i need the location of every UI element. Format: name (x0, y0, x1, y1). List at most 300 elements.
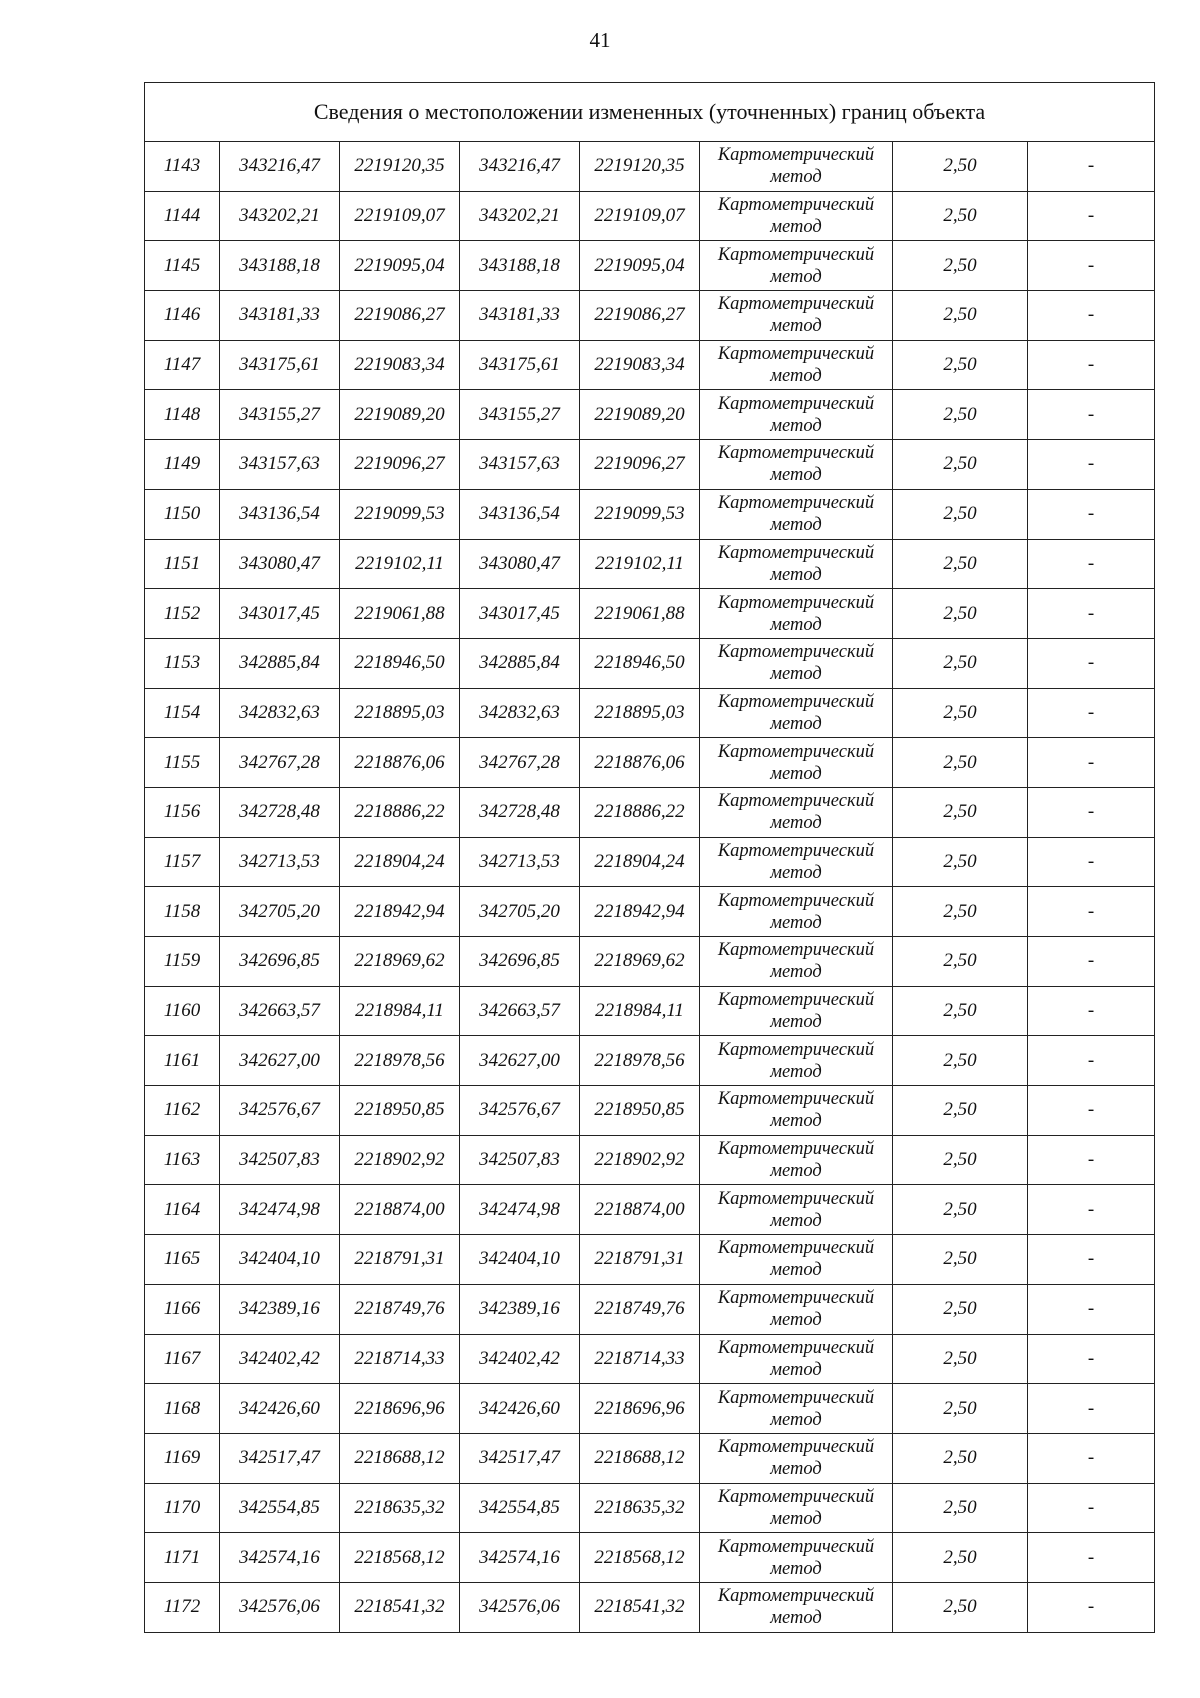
method-cell (700, 688, 893, 738)
accuracy-cell: 2,50 (893, 440, 1028, 490)
refined-y-cell: 2218902,92 (580, 1135, 700, 1185)
method-line-1: Картометрический (717, 691, 875, 712)
method-cell (700, 1384, 893, 1434)
table-row (145, 1582, 1155, 1632)
refined-y-cell: 2218688,12 (580, 1433, 700, 1483)
table-row (145, 937, 1155, 987)
refined-x-cell: 343216,47 (460, 142, 580, 192)
refined-y-cell: 2218749,76 (580, 1284, 700, 1334)
note-cell: - (1028, 1533, 1155, 1583)
existing-y-cell: 2218902,92 (340, 1135, 460, 1185)
existing-x-cell: 342404,10 (220, 1235, 340, 1285)
method-cell (700, 340, 893, 390)
existing-y-cell: 2219120,35 (340, 142, 460, 192)
method-line-2: метод (770, 813, 822, 834)
point-number-cell: 1150 (145, 489, 220, 539)
method-line-1: Картометрический (717, 1288, 875, 1309)
refined-y-cell: 2218886,22 (580, 787, 700, 837)
refined-y-cell: 2218895,03 (580, 688, 700, 738)
method-line-1: Картометрический (717, 940, 875, 961)
method-line-1: Картометрический (717, 1437, 875, 1458)
note-cell: - (1028, 241, 1155, 291)
point-number-cell: 1156 (145, 787, 220, 837)
method-cell (700, 837, 893, 887)
method-line-2: метод (770, 713, 822, 734)
point-number-cell: 1161 (145, 1036, 220, 1086)
method-line-1: Картометрический (717, 493, 875, 514)
method-cell (700, 142, 893, 192)
refined-y-cell: 2218942,94 (580, 887, 700, 937)
note-cell: - (1028, 390, 1155, 440)
existing-x-cell: 343155,27 (220, 390, 340, 440)
existing-x-cell: 342663,57 (220, 986, 340, 1036)
refined-x-cell: 342663,57 (460, 986, 580, 1036)
refined-x-cell: 342627,00 (460, 1036, 580, 1086)
accuracy-cell: 2,50 (893, 738, 1028, 788)
method-line-2: метод (770, 1508, 822, 1529)
accuracy-cell: 2,50 (893, 539, 1028, 589)
refined-x-cell: 343175,61 (460, 340, 580, 390)
method-cell (700, 1086, 893, 1136)
note-cell: - (1028, 539, 1155, 589)
refined-x-cell: 342574,16 (460, 1533, 580, 1583)
refined-x-cell: 342767,28 (460, 738, 580, 788)
existing-x-cell: 342554,85 (220, 1483, 340, 1533)
method-cell (700, 390, 893, 440)
existing-y-cell: 2218568,12 (340, 1533, 460, 1583)
method-line-1: Картометрический (717, 990, 875, 1011)
table-row (145, 887, 1155, 937)
method-cell (700, 937, 893, 987)
method-line-1: Картометрический (717, 1486, 875, 1507)
accuracy-cell: 2,50 (893, 1384, 1028, 1434)
method-line-2: метод (770, 1608, 822, 1629)
point-number-cell: 1163 (145, 1135, 220, 1185)
refined-y-cell: 2218969,62 (580, 937, 700, 987)
refined-x-cell: 343017,45 (460, 589, 580, 639)
accuracy-cell: 2,50 (893, 291, 1028, 341)
method-line-2: метод (770, 415, 822, 436)
refined-y-cell: 2218984,11 (580, 986, 700, 1036)
method-cell (700, 1284, 893, 1334)
existing-x-cell: 342507,83 (220, 1135, 340, 1185)
refined-x-cell: 342389,16 (460, 1284, 580, 1334)
method-line-1: Картометрический (717, 1536, 875, 1557)
method-line-2: метод (770, 1210, 822, 1231)
table-row (145, 440, 1155, 490)
note-cell: - (1028, 1086, 1155, 1136)
note-cell: - (1028, 1135, 1155, 1185)
accuracy-cell: 2,50 (893, 787, 1028, 837)
point-number-cell: 1172 (145, 1582, 220, 1632)
accuracy-cell: 2,50 (893, 1533, 1028, 1583)
method-line-2: метод (770, 614, 822, 635)
method-line-2: метод (770, 912, 822, 933)
table-row (145, 1384, 1155, 1434)
existing-y-cell: 2219086,27 (340, 291, 460, 341)
page-number: 41 (589, 28, 611, 52)
point-number-cell: 1158 (145, 887, 220, 937)
method-line-1: Картометрический (717, 1188, 875, 1209)
accuracy-cell: 2,50 (893, 688, 1028, 738)
existing-x-cell: 343136,54 (220, 489, 340, 539)
existing-y-cell: 2219061,88 (340, 589, 460, 639)
existing-x-cell: 343202,21 (220, 191, 340, 241)
existing-x-cell: 342574,16 (220, 1533, 340, 1583)
refined-x-cell: 343188,18 (460, 241, 580, 291)
note-cell: - (1028, 738, 1155, 788)
note-cell: - (1028, 986, 1155, 1036)
method-line-1: Картометрический (717, 642, 875, 663)
point-number-cell: 1152 (145, 589, 220, 639)
refined-y-cell: 2219109,07 (580, 191, 700, 241)
table-row (145, 1235, 1155, 1285)
note-cell: - (1028, 688, 1155, 738)
note-cell: - (1028, 1384, 1155, 1434)
accuracy-cell: 2,50 (893, 390, 1028, 440)
method-cell (700, 1533, 893, 1583)
existing-y-cell: 2218791,31 (340, 1235, 460, 1285)
existing-x-cell: 342517,47 (220, 1433, 340, 1483)
existing-x-cell: 342696,85 (220, 937, 340, 987)
refined-y-cell: 2218876,06 (580, 738, 700, 788)
method-cell (700, 1483, 893, 1533)
existing-y-cell: 2218942,94 (340, 887, 460, 937)
method-line-1: Картометрический (717, 542, 875, 563)
existing-y-cell: 2218688,12 (340, 1433, 460, 1483)
note-cell: - (1028, 440, 1155, 490)
refined-x-cell: 343080,47 (460, 539, 580, 589)
refined-y-cell: 2219061,88 (580, 589, 700, 639)
method-line-1: Картометрический (717, 741, 875, 762)
method-line-2: метод (770, 1459, 822, 1480)
refined-y-cell: 2218791,31 (580, 1235, 700, 1285)
note-cell: - (1028, 1334, 1155, 1384)
accuracy-cell: 2,50 (893, 241, 1028, 291)
method-line-1: Картометрический (717, 592, 875, 613)
accuracy-cell: 2,50 (893, 191, 1028, 241)
existing-x-cell: 342832,63 (220, 688, 340, 738)
refined-x-cell: 342713,53 (460, 837, 580, 887)
existing-y-cell: 2218874,00 (340, 1185, 460, 1235)
refined-x-cell: 342696,85 (460, 937, 580, 987)
method-line-2: метод (770, 217, 822, 238)
existing-x-cell: 342426,60 (220, 1384, 340, 1434)
existing-y-cell: 2218541,32 (340, 1582, 460, 1632)
existing-x-cell: 343181,33 (220, 291, 340, 341)
table-row (145, 1036, 1155, 1086)
point-number-cell: 1151 (145, 539, 220, 589)
existing-x-cell: 342713,53 (220, 837, 340, 887)
existing-y-cell: 2219089,20 (340, 390, 460, 440)
refined-x-cell: 342554,85 (460, 1483, 580, 1533)
note-cell: - (1028, 1036, 1155, 1086)
refined-y-cell: 2218978,56 (580, 1036, 700, 1086)
table-row (145, 142, 1155, 192)
note-cell: - (1028, 489, 1155, 539)
accuracy-cell: 2,50 (893, 986, 1028, 1036)
accuracy-cell: 2,50 (893, 1086, 1028, 1136)
point-number-cell: 1153 (145, 638, 220, 688)
method-cell (700, 1235, 893, 1285)
method-line-2: метод (770, 1359, 822, 1380)
point-number-cell: 1160 (145, 986, 220, 1036)
existing-y-cell: 2218969,62 (340, 937, 460, 987)
note-cell: - (1028, 1185, 1155, 1235)
note-cell: - (1028, 340, 1155, 390)
method-cell (700, 191, 893, 241)
point-number-cell: 1155 (145, 738, 220, 788)
table-row (145, 1185, 1155, 1235)
method-line-1: Картометрический (717, 145, 875, 166)
method-line-1: Картометрический (717, 1089, 875, 1110)
refined-x-cell: 343155,27 (460, 390, 580, 440)
table-row (145, 291, 1155, 341)
note-cell: - (1028, 589, 1155, 639)
point-number-cell: 1146 (145, 291, 220, 341)
table-row (145, 1334, 1155, 1384)
table-row (145, 1086, 1155, 1136)
accuracy-cell: 2,50 (893, 638, 1028, 688)
method-line-1: Картометрический (717, 890, 875, 911)
existing-x-cell: 342705,20 (220, 887, 340, 937)
refined-y-cell: 2219099,53 (580, 489, 700, 539)
table-title: Сведения о местоположении измененных (уточненных) границ объекта (145, 83, 1155, 142)
table-row (145, 390, 1155, 440)
method-cell (700, 489, 893, 539)
existing-y-cell: 2218696,96 (340, 1384, 460, 1434)
method-line-1: Картометрический (717, 195, 875, 216)
existing-x-cell: 343175,61 (220, 340, 340, 390)
method-line-1: Картометрический (717, 1337, 875, 1358)
accuracy-cell: 2,50 (893, 837, 1028, 887)
refined-y-cell: 2218568,12 (580, 1533, 700, 1583)
existing-y-cell: 2218749,76 (340, 1284, 460, 1334)
method-line-2: метод (770, 1111, 822, 1132)
table-row (145, 1433, 1155, 1483)
existing-y-cell: 2218895,03 (340, 688, 460, 738)
table-row (145, 1483, 1155, 1533)
method-cell (700, 1582, 893, 1632)
method-line-2: метод (770, 763, 822, 784)
refined-y-cell: 2218950,85 (580, 1086, 700, 1136)
point-number-cell: 1157 (145, 837, 220, 887)
existing-y-cell: 2218904,24 (340, 837, 460, 887)
point-number-cell: 1143 (145, 142, 220, 192)
table-row (145, 1533, 1155, 1583)
note-cell: - (1028, 638, 1155, 688)
accuracy-cell: 2,50 (893, 1135, 1028, 1185)
method-line-1: Картометрический (717, 1238, 875, 1259)
accuracy-cell: 2,50 (893, 1334, 1028, 1384)
table-body (145, 142, 1155, 1633)
point-number-cell: 1145 (145, 241, 220, 291)
existing-x-cell: 342576,67 (220, 1086, 340, 1136)
refined-x-cell: 342402,42 (460, 1334, 580, 1384)
point-number-cell: 1148 (145, 390, 220, 440)
existing-y-cell: 2218714,33 (340, 1334, 460, 1384)
existing-x-cell: 342389,16 (220, 1284, 340, 1334)
existing-y-cell: 2219109,07 (340, 191, 460, 241)
point-number-cell: 1169 (145, 1433, 220, 1483)
refined-y-cell: 2219095,04 (580, 241, 700, 291)
method-cell (700, 1334, 893, 1384)
method-cell (700, 539, 893, 589)
accuracy-cell: 2,50 (893, 1483, 1028, 1533)
method-line-2: метод (770, 1558, 822, 1579)
method-line-2: метод (770, 1161, 822, 1182)
refined-y-cell: 2218946,50 (580, 638, 700, 688)
accuracy-cell: 2,50 (893, 1036, 1028, 1086)
method-line-2: метод (770, 1409, 822, 1430)
refined-x-cell: 343136,54 (460, 489, 580, 539)
method-line-1: Картометрический (717, 791, 875, 812)
existing-y-cell: 2219099,53 (340, 489, 460, 539)
refined-x-cell: 343181,33 (460, 291, 580, 341)
accuracy-cell: 2,50 (893, 1284, 1028, 1334)
note-cell: - (1028, 1582, 1155, 1632)
method-line-2: метод (770, 316, 822, 337)
refined-x-cell: 342474,98 (460, 1185, 580, 1235)
note-cell: - (1028, 837, 1155, 887)
method-line-1: Картометрический (717, 393, 875, 414)
existing-x-cell: 343017,45 (220, 589, 340, 639)
table-row (145, 241, 1155, 291)
method-line-1: Картометрический (717, 840, 875, 861)
method-line-1: Картометрический (717, 244, 875, 265)
method-cell (700, 1433, 893, 1483)
table-row (145, 489, 1155, 539)
note-cell: - (1028, 1483, 1155, 1533)
method-cell (700, 1036, 893, 1086)
note-cell: - (1028, 291, 1155, 341)
table-row (145, 1284, 1155, 1334)
table-title-row (145, 83, 1155, 142)
refined-y-cell: 2219086,27 (580, 291, 700, 341)
note-cell: - (1028, 937, 1155, 987)
accuracy-cell: 2,50 (893, 1433, 1028, 1483)
method-cell (700, 738, 893, 788)
point-number-cell: 1168 (145, 1384, 220, 1434)
refined-x-cell: 342885,84 (460, 638, 580, 688)
method-line-2: метод (770, 1061, 822, 1082)
method-cell (700, 887, 893, 937)
point-number-cell: 1170 (145, 1483, 220, 1533)
method-line-2: метод (770, 1260, 822, 1281)
point-number-cell: 1162 (145, 1086, 220, 1136)
method-line-2: метод (770, 266, 822, 287)
table-row (145, 738, 1155, 788)
existing-y-cell: 2218984,11 (340, 986, 460, 1036)
table-row (145, 638, 1155, 688)
refined-x-cell: 342728,48 (460, 787, 580, 837)
existing-y-cell: 2218978,56 (340, 1036, 460, 1086)
existing-y-cell: 2219102,11 (340, 539, 460, 589)
accuracy-cell: 2,50 (893, 1185, 1028, 1235)
note-cell: - (1028, 1284, 1155, 1334)
refined-y-cell: 2219089,20 (580, 390, 700, 440)
accuracy-cell: 2,50 (893, 340, 1028, 390)
existing-x-cell: 342576,06 (220, 1582, 340, 1632)
point-number-cell: 1164 (145, 1185, 220, 1235)
method-line-1: Картометрический (717, 1039, 875, 1060)
point-number-cell: 1144 (145, 191, 220, 241)
table-row (145, 589, 1155, 639)
method-line-2: метод (770, 1012, 822, 1033)
refined-y-cell: 2218541,32 (580, 1582, 700, 1632)
accuracy-cell: 2,50 (893, 937, 1028, 987)
refined-y-cell: 2219096,27 (580, 440, 700, 490)
refined-y-cell: 2218714,33 (580, 1334, 700, 1384)
refined-y-cell: 2219083,34 (580, 340, 700, 390)
point-number-cell: 1171 (145, 1533, 220, 1583)
note-cell: - (1028, 1235, 1155, 1285)
existing-x-cell: 342885,84 (220, 638, 340, 688)
method-cell (700, 291, 893, 341)
method-line-2: метод (770, 515, 822, 536)
existing-y-cell: 2218886,22 (340, 787, 460, 837)
refined-x-cell: 342576,06 (460, 1582, 580, 1632)
existing-y-cell: 2219095,04 (340, 241, 460, 291)
method-cell (700, 1135, 893, 1185)
accuracy-cell: 2,50 (893, 142, 1028, 192)
refined-x-cell: 342576,67 (460, 1086, 580, 1136)
existing-x-cell: 343080,47 (220, 539, 340, 589)
method-line-2: метод (770, 366, 822, 387)
refined-y-cell: 2218904,24 (580, 837, 700, 887)
refined-x-cell: 343202,21 (460, 191, 580, 241)
refined-x-cell: 342404,10 (460, 1235, 580, 1285)
point-number-cell: 1147 (145, 340, 220, 390)
existing-x-cell: 342474,98 (220, 1185, 340, 1235)
table-row (145, 986, 1155, 1036)
refined-x-cell: 342507,83 (460, 1135, 580, 1185)
note-cell: - (1028, 787, 1155, 837)
existing-y-cell: 2218876,06 (340, 738, 460, 788)
method-line-2: метод (770, 962, 822, 983)
method-line-1: Картометрический (717, 1387, 875, 1408)
table-row (145, 837, 1155, 887)
refined-x-cell: 343157,63 (460, 440, 580, 490)
method-cell (700, 986, 893, 1036)
method-line-1: Картометрический (717, 1139, 875, 1160)
method-cell (700, 589, 893, 639)
refined-x-cell: 342705,20 (460, 887, 580, 937)
existing-x-cell: 342728,48 (220, 787, 340, 837)
note-cell: - (1028, 887, 1155, 937)
point-number-cell: 1154 (145, 688, 220, 738)
existing-x-cell: 343216,47 (220, 142, 340, 192)
accuracy-cell: 2,50 (893, 489, 1028, 539)
refined-y-cell: 2218635,32 (580, 1483, 700, 1533)
point-number-cell: 1166 (145, 1284, 220, 1334)
existing-x-cell: 343188,18 (220, 241, 340, 291)
method-line-1: Картометрический (717, 294, 875, 315)
method-cell (700, 1185, 893, 1235)
accuracy-cell: 2,50 (893, 1235, 1028, 1285)
table-row (145, 191, 1155, 241)
accuracy-cell: 2,50 (893, 887, 1028, 937)
refined-x-cell: 342517,47 (460, 1433, 580, 1483)
method-cell (700, 787, 893, 837)
method-line-1: Картометрический (717, 344, 875, 365)
existing-y-cell: 2218635,32 (340, 1483, 460, 1533)
table-row (145, 340, 1155, 390)
accuracy-cell: 2,50 (893, 1582, 1028, 1632)
method-line-1: Картометрический (717, 443, 875, 464)
boundary-coordinates-table (144, 82, 1155, 1633)
existing-y-cell: 2218946,50 (340, 638, 460, 688)
